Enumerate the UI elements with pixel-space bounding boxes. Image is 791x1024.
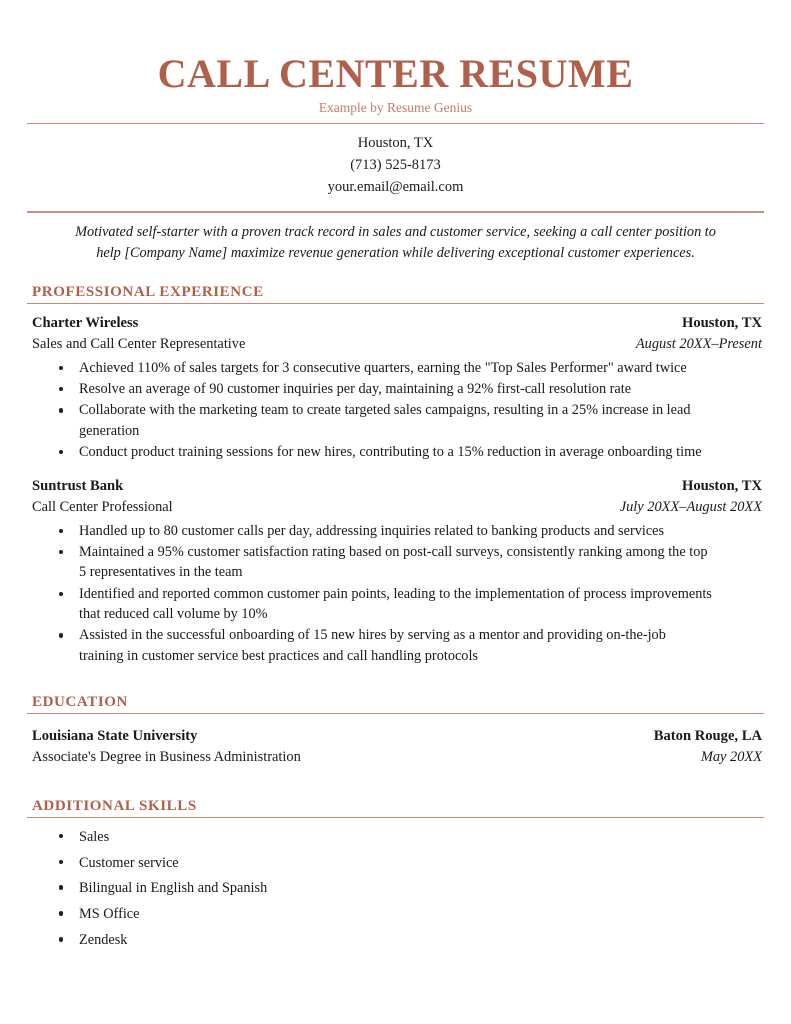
- education-entry-subheader: [27, 747, 764, 767]
- list-item: Customer service: [27, 853, 764, 873]
- list-item: Achieved 110% of sales targets for 3 consecutive quarters, earning the "Top Sales Performer" award twice: [27, 358, 764, 378]
- experience-bullet-list: [27, 521, 764, 667]
- experience-entry-header: [27, 476, 764, 497]
- list-item: Conduct product training sessions for new hires, contributing to a 15% reduction in average onboarding time: [27, 442, 764, 462]
- experience-entry: [27, 476, 764, 666]
- job-dates: August 20XX–Present: [635, 336, 762, 353]
- section-professional-experience: [27, 284, 764, 666]
- list-item: Handled up to 80 customer calls per day, addressing inquiries related to banking products and services: [27, 521, 764, 541]
- summary-statement: Motivated self-starter with a proven track record in sales and customer service, seeking a call center position to help [Company Name] maximize revenue generation while delivering exceptional customer experiences.: [75, 224, 716, 262]
- list-item: Identified and reported common customer pain points, leading to the implementation of process improvements that reduced call volume by 10%: [27, 584, 764, 625]
- job-title: Call Center Professional: [32, 499, 173, 516]
- education-entry-header: [27, 726, 764, 747]
- employer-location: Houston, TX: [681, 478, 762, 495]
- resume-subtitle: Example by Resume Genius: [318, 100, 473, 116]
- degree-name: Associate's Degree in Business Administration: [32, 749, 301, 766]
- page-title: CALL CENTER RESUME: [157, 51, 634, 96]
- list-item: Resolve an average of 90 customer inquiries per day, maintaining a 92% first-call resolution rate: [27, 379, 764, 399]
- contact-location: Houston, TX: [357, 135, 434, 152]
- resume-header: [27, 0, 764, 116]
- experience-entry-subheader: [27, 497, 764, 517]
- job-title: Sales and Call Center Representative: [32, 336, 246, 353]
- employer-name: Suntrust Bank: [32, 478, 124, 495]
- section-additional-skills: [27, 798, 764, 951]
- list-item: Collaborate with the marketing team to create targeted sales campaigns, resulting in a 25% increase in lead generation: [27, 400, 764, 441]
- list-item: Assisted in the successful onboarding of 15 new hires by serving as a mentor and providing on-the-job training in customer service best practices and call handling protocols: [27, 625, 764, 666]
- list-item: Maintained a 95% customer satisfaction rating based on post-call surveys, consistently ranking among the top 5 representatives in the team: [27, 542, 764, 583]
- section-divider-skills: [27, 817, 764, 818]
- section-title-skills: ADDITIONAL SKILLS: [32, 797, 197, 814]
- experience-entry-subheader: [27, 334, 764, 354]
- employer-location: Houston, TX: [681, 315, 762, 332]
- education-entry: [27, 726, 764, 767]
- experience-bullet-list: [27, 358, 764, 463]
- list-item: Bilingual in English and Spanish: [27, 878, 764, 898]
- contact-email: your.email@email.com: [327, 179, 464, 196]
- graduation-date: May 20XX: [700, 749, 762, 766]
- list-item: MS Office: [27, 904, 764, 924]
- experience-entry: [27, 313, 764, 462]
- section-divider-education: [27, 713, 764, 714]
- school-location: Baton Rouge, LA: [653, 728, 762, 745]
- section-divider-experience: [27, 303, 764, 304]
- section-title-education: EDUCATION: [32, 694, 128, 711]
- school-name: Louisiana State University: [32, 728, 198, 745]
- employer-name: Charter Wireless: [32, 315, 139, 332]
- section-title-experience: PROFESSIONAL EXPERIENCE: [32, 284, 264, 301]
- job-dates: July 20XX–August 20XX: [619, 499, 762, 516]
- section-education: [27, 694, 764, 767]
- experience-entry-header: [27, 313, 764, 334]
- contact-phone: (713) 525-8173: [350, 157, 441, 174]
- list-item: Zendesk: [27, 930, 764, 950]
- contact-block: [27, 124, 764, 204]
- skills-list: [27, 827, 764, 951]
- list-item: Sales: [27, 827, 764, 847]
